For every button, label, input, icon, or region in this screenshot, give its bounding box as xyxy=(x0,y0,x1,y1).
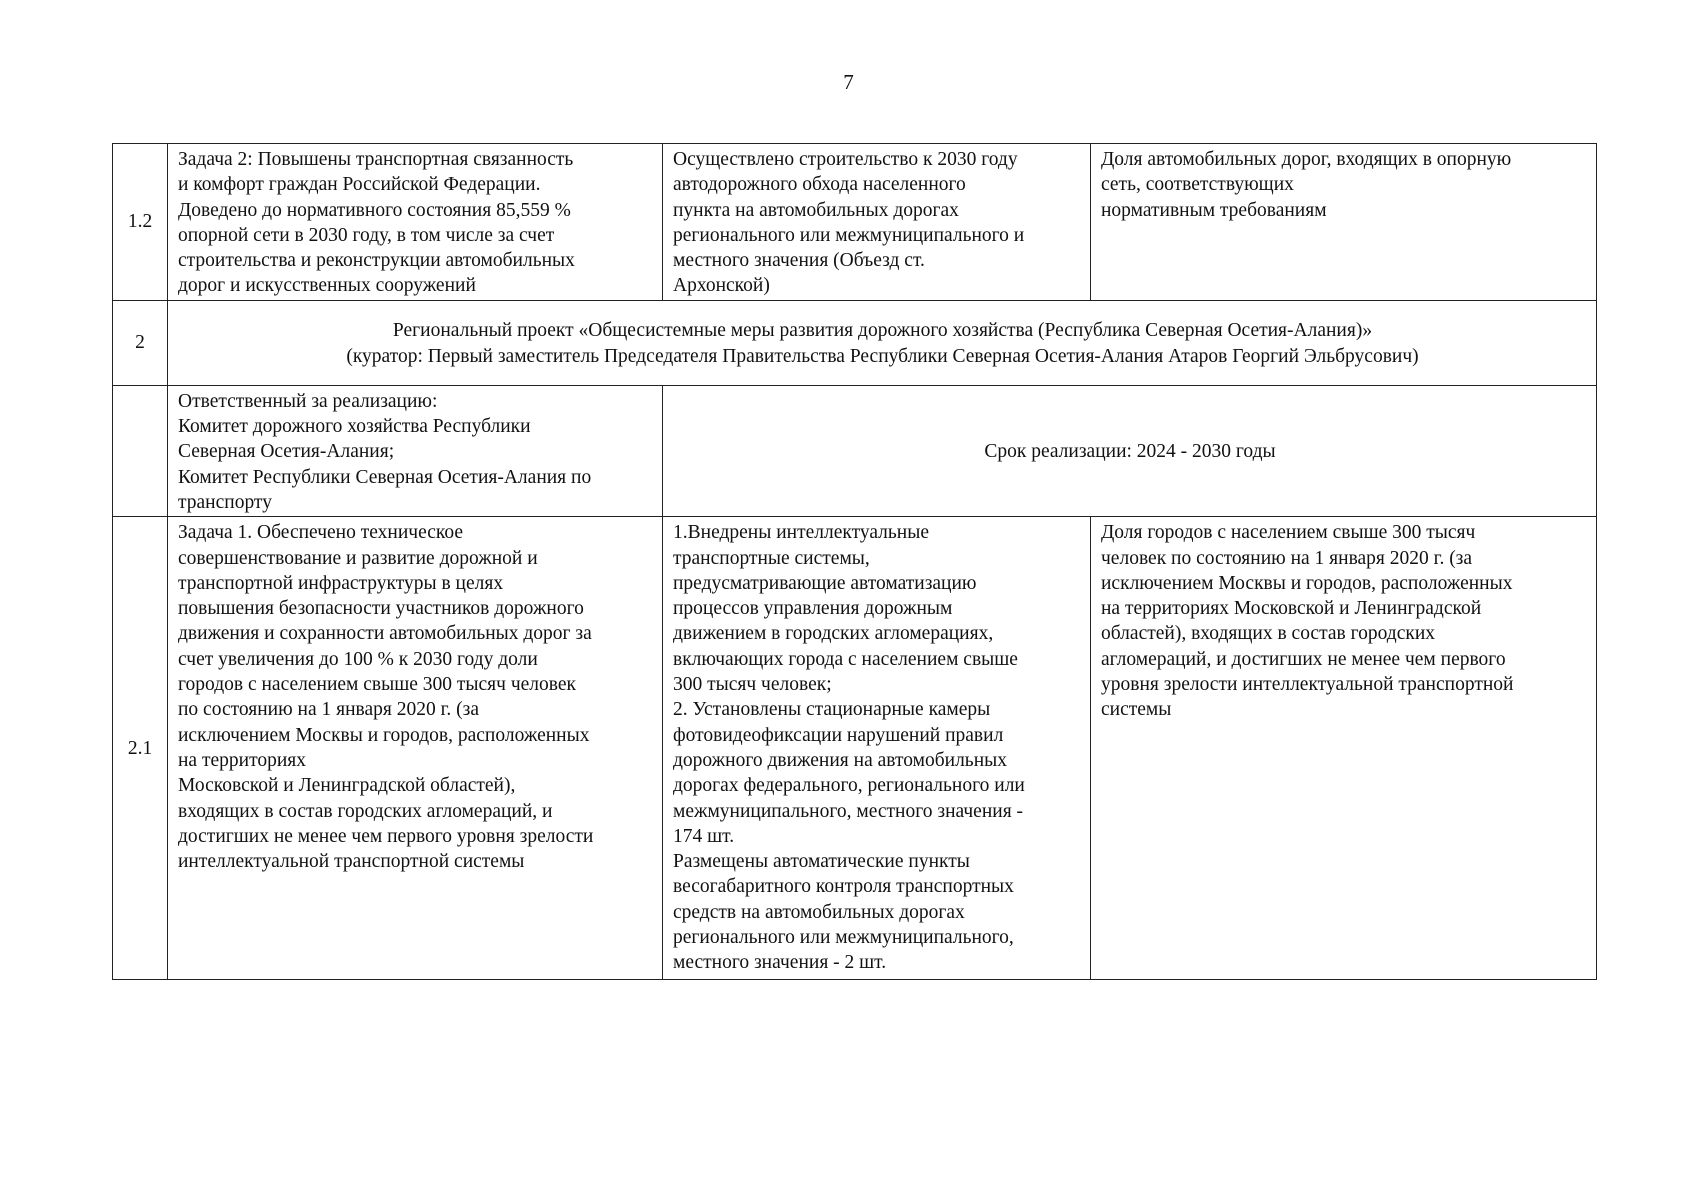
responsible-cell: Ответственный за реализацию: Комитет дорожного хозяйства Республики Северная Осетия-Алания; Комитет Республики Северная Осетия-Алания по транспорту xyxy=(168,385,663,516)
result-cell: 1.Внедрены интеллектуальные транспортные системы, предусматривающие автоматизацию процессов управления дорожным движением в городских агломерациях, включающих города с населением свыше 300 тысяч человек; 2. Установлены стационарные камеры фотовидеофиксации нарушений правил дорожного движения на автомобильных дорогах федерального, регионального или межмуниципального, местного значения - 174 шт. Размещены автоматические пункты весогабаритного контроля транспортных средств на автомобильных дорогах регионального или межмуниципального, местного значения - 2 шт. xyxy=(663,517,1091,980)
row-number-cell: 1.2 xyxy=(113,144,168,301)
task-cell: Задача 2: Повышены транспортная связанность и комфорт граждан Российской Федерации. Доведено до нормативного состояния 85,559 % опорной сети в 2030 году, в том числе за счет строительства и реконструкции автомобильных дорог и искусственных сооружений xyxy=(168,144,663,301)
task-cell: Задача 1. Обеспечено техническое совершенствование и развитие дорожной и транспортной инфраструктуры в целях повышения безопасности участников дорожного движения и сохранности автомобильных дорог за счет увеличения до 100 % к 2030 году доли городов с населением свыше 300 тысяч человек по состоянию на 1 января 2020 г. (за исключением Москвы и городов, расположенных на территориях Московской и Ленинградской областей), входящих в состав городских агломераций, и достигших не менее чем первого уровня зрелости интеллектуальной транспортной системы xyxy=(168,517,663,980)
document-table xyxy=(112,143,1597,980)
table-row xyxy=(113,385,1597,516)
indicator-cell: Доля автомобильных дорог, входящих в опорную сеть, соответствующих нормативным требованиям xyxy=(1091,144,1597,301)
term-cell: Срок реализации: 2024 - 2030 годы xyxy=(663,385,1597,516)
table-row xyxy=(113,300,1597,385)
row-number-cell: 2 xyxy=(113,300,168,385)
row-number-cell: 2.1 xyxy=(113,517,168,980)
project-title-cell: Региональный проект «Общесистемные меры развития дорожного хозяйства (Республика Северная Осетия-Алания)» (куратор: Первый заместитель Председателя Правительства Республики Северная Осетия-Алания Атаров Георгий Эльбрусович) xyxy=(168,300,1597,385)
result-cell: Осуществлено строительство к 2030 году автодорожного обхода населенного пункта на автомобильных дорогах регионального или межмуниципального и местного значения (Объезд ст. Архонской) xyxy=(663,144,1091,301)
indicator-cell: Доля городов с населением свыше 300 тысяч человек по состоянию на 1 января 2020 г. (за исключением Москвы и городов, расположенных на территориях Московской и Ленинградской областей), входящих в состав городских агломераций, и достигших не менее чем первого уровня зрелости интеллектуальной транспортной системы xyxy=(1091,517,1597,980)
table-row xyxy=(113,517,1597,980)
empty-number-cell xyxy=(113,385,168,516)
table-row xyxy=(113,144,1597,301)
page-number: 7 xyxy=(843,70,854,94)
